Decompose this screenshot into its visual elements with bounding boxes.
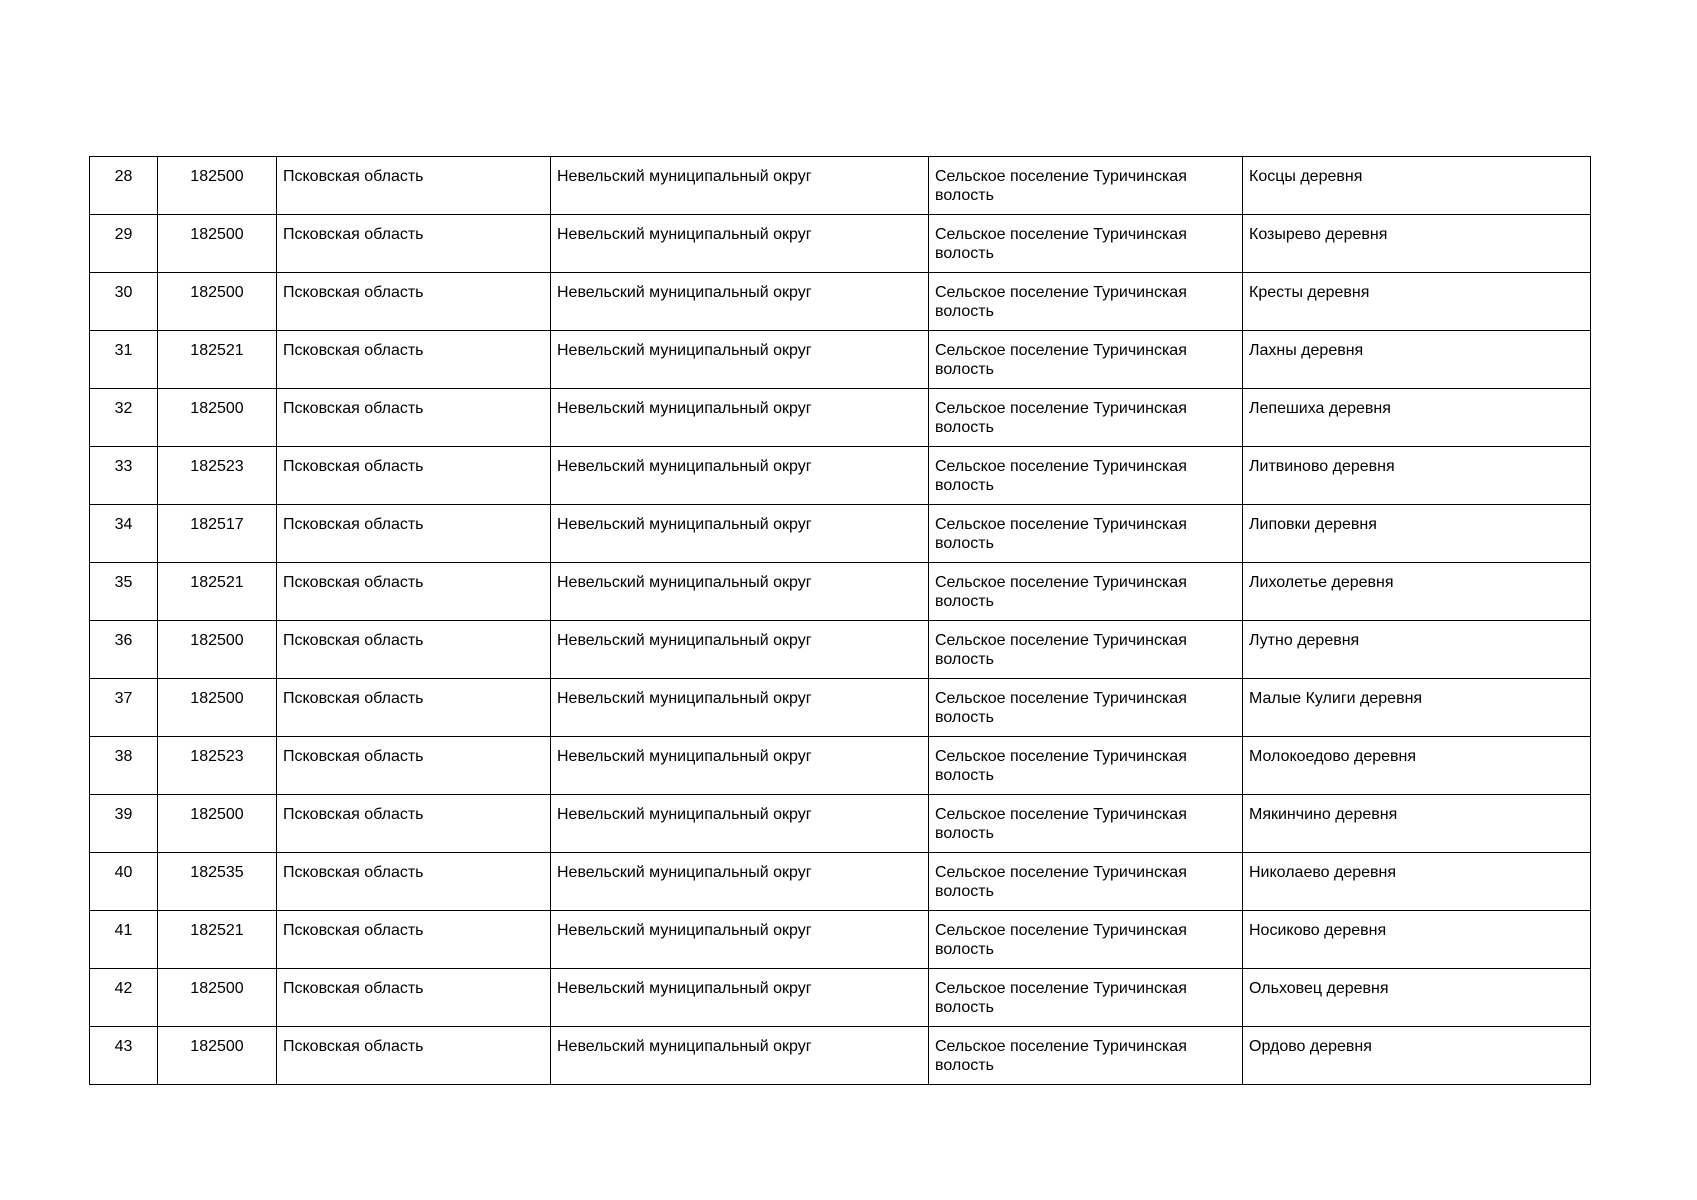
table-row xyxy=(90,273,1591,331)
settlement-cell: Сельское поселение Туричинская волость xyxy=(929,563,1243,621)
table-body xyxy=(90,157,1591,1085)
row-number-cell: 41 xyxy=(90,911,158,969)
table-row xyxy=(90,389,1591,447)
region-cell: Псковская область xyxy=(277,795,551,853)
settlement-cell: Сельское поселение Туричинская волость xyxy=(929,795,1243,853)
postal-code-cell: 182500 xyxy=(158,621,277,679)
settlement-cell: Сельское поселение Туричинская волость xyxy=(929,737,1243,795)
table-row xyxy=(90,1027,1591,1085)
postal-code-cell: 182500 xyxy=(158,215,277,273)
region-cell: Псковская область xyxy=(277,389,551,447)
row-number-cell: 29 xyxy=(90,215,158,273)
locality-cell: Косцы деревня xyxy=(1243,157,1591,215)
postal-code-cell: 182500 xyxy=(158,1027,277,1085)
settlement-cell: Сельское поселение Туричинская волость xyxy=(929,505,1243,563)
postal-code-cell: 182521 xyxy=(158,563,277,621)
postal-code-cell: 182535 xyxy=(158,853,277,911)
district-cell: Невельский муниципальный округ xyxy=(551,969,929,1027)
table-row xyxy=(90,621,1591,679)
district-cell: Невельский муниципальный округ xyxy=(551,853,929,911)
row-number-cell: 40 xyxy=(90,853,158,911)
district-cell: Невельский муниципальный округ xyxy=(551,273,929,331)
district-cell: Невельский муниципальный округ xyxy=(551,911,929,969)
region-cell: Псковская область xyxy=(277,737,551,795)
postal-code-cell: 182500 xyxy=(158,273,277,331)
table-row xyxy=(90,447,1591,505)
locality-cell: Лутно деревня xyxy=(1243,621,1591,679)
row-number-cell: 42 xyxy=(90,969,158,1027)
postal-code-cell: 182523 xyxy=(158,447,277,505)
postal-code-cell: 182500 xyxy=(158,969,277,1027)
table-row xyxy=(90,853,1591,911)
region-cell: Псковская область xyxy=(277,621,551,679)
locality-cell: Ольховец деревня xyxy=(1243,969,1591,1027)
row-number-cell: 30 xyxy=(90,273,158,331)
region-cell: Псковская область xyxy=(277,505,551,563)
district-cell: Невельский муниципальный округ xyxy=(551,447,929,505)
locality-cell: Мякинчино деревня xyxy=(1243,795,1591,853)
region-cell: Псковская область xyxy=(277,273,551,331)
settlement-cell: Сельское поселение Туричинская волость xyxy=(929,853,1243,911)
settlement-cell: Сельское поселение Туричинская волость xyxy=(929,331,1243,389)
table-row xyxy=(90,911,1591,969)
locality-cell: Козырево деревня xyxy=(1243,215,1591,273)
settlement-cell: Сельское поселение Туричинская волость xyxy=(929,389,1243,447)
row-number-cell: 34 xyxy=(90,505,158,563)
row-number-cell: 38 xyxy=(90,737,158,795)
district-cell: Невельский муниципальный округ xyxy=(551,215,929,273)
row-number-cell: 35 xyxy=(90,563,158,621)
district-cell: Невельский муниципальный округ xyxy=(551,679,929,737)
row-number-cell: 39 xyxy=(90,795,158,853)
settlement-cell: Сельское поселение Туричинская волость xyxy=(929,1027,1243,1085)
region-cell: Псковская область xyxy=(277,1027,551,1085)
locality-cell: Лихолетье деревня xyxy=(1243,563,1591,621)
locality-cell: Лахны деревня xyxy=(1243,331,1591,389)
locality-cell: Носиково деревня xyxy=(1243,911,1591,969)
postal-code-cell: 182500 xyxy=(158,157,277,215)
settlement-cell: Сельское поселение Туричинская волость xyxy=(929,679,1243,737)
district-cell: Невельский муниципальный округ xyxy=(551,389,929,447)
district-cell: Невельский муниципальный округ xyxy=(551,157,929,215)
district-cell: Невельский муниципальный округ xyxy=(551,331,929,389)
district-cell: Невельский муниципальный округ xyxy=(551,505,929,563)
region-cell: Псковская область xyxy=(277,911,551,969)
locality-cell: Николаево деревня xyxy=(1243,853,1591,911)
table-row xyxy=(90,969,1591,1027)
settlement-cell: Сельское поселение Туричинская волость xyxy=(929,969,1243,1027)
locality-cell: Кресты деревня xyxy=(1243,273,1591,331)
region-cell: Псковская область xyxy=(277,331,551,389)
row-number-cell: 32 xyxy=(90,389,158,447)
postal-code-cell: 182521 xyxy=(158,331,277,389)
table-row xyxy=(90,505,1591,563)
region-cell: Псковская область xyxy=(277,157,551,215)
district-cell: Невельский муниципальный округ xyxy=(551,795,929,853)
settlement-cell: Сельское поселение Туричинская волость xyxy=(929,911,1243,969)
row-number-cell: 43 xyxy=(90,1027,158,1085)
locality-cell: Молокоедово деревня xyxy=(1243,737,1591,795)
region-cell: Псковская область xyxy=(277,563,551,621)
locality-cell: Литвиново деревня xyxy=(1243,447,1591,505)
postal-code-cell: 182500 xyxy=(158,679,277,737)
region-cell: Псковская область xyxy=(277,853,551,911)
settlement-cell: Сельское поселение Туричинская волость xyxy=(929,273,1243,331)
settlement-cell: Сельское поселение Туричинская волость xyxy=(929,157,1243,215)
district-cell: Невельский муниципальный округ xyxy=(551,563,929,621)
region-cell: Псковская область xyxy=(277,447,551,505)
address-table xyxy=(89,156,1591,1085)
postal-code-cell: 182500 xyxy=(158,795,277,853)
region-cell: Псковская область xyxy=(277,969,551,1027)
postal-code-cell: 182521 xyxy=(158,911,277,969)
settlement-cell: Сельское поселение Туричинская волость xyxy=(929,447,1243,505)
settlement-cell: Сельское поселение Туричинская волость xyxy=(929,215,1243,273)
table-row xyxy=(90,795,1591,853)
postal-code-cell: 182517 xyxy=(158,505,277,563)
row-number-cell: 37 xyxy=(90,679,158,737)
locality-cell: Липовки деревня xyxy=(1243,505,1591,563)
table-row xyxy=(90,563,1591,621)
locality-cell: Малые Кулиги деревня xyxy=(1243,679,1591,737)
postal-code-cell: 182500 xyxy=(158,389,277,447)
region-cell: Псковская область xyxy=(277,215,551,273)
region-cell: Псковская область xyxy=(277,679,551,737)
row-number-cell: 33 xyxy=(90,447,158,505)
postal-code-cell: 182523 xyxy=(158,737,277,795)
row-number-cell: 31 xyxy=(90,331,158,389)
district-cell: Невельский муниципальный округ xyxy=(551,621,929,679)
table-row xyxy=(90,679,1591,737)
table-row xyxy=(90,737,1591,795)
locality-cell: Лепешиха деревня xyxy=(1243,389,1591,447)
table-row xyxy=(90,215,1591,273)
row-number-cell: 36 xyxy=(90,621,158,679)
district-cell: Невельский муниципальный округ xyxy=(551,1027,929,1085)
table-row xyxy=(90,331,1591,389)
row-number-cell: 28 xyxy=(90,157,158,215)
table-row xyxy=(90,157,1591,215)
district-cell: Невельский муниципальный округ xyxy=(551,737,929,795)
locality-cell: Ордово деревня xyxy=(1243,1027,1591,1085)
settlement-cell: Сельское поселение Туричинская волость xyxy=(929,621,1243,679)
